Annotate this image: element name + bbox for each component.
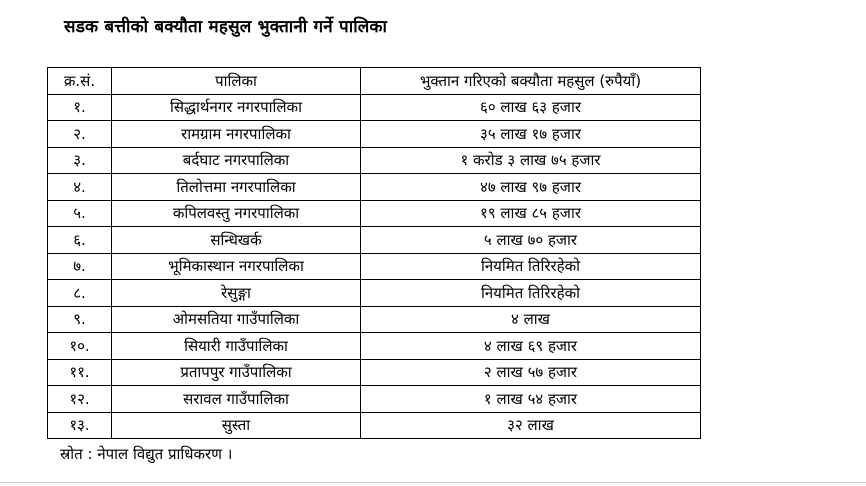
cell-municipality: सिद्धार्थनगर नगरपालिका: [112, 94, 361, 121]
cell-municipality: बर्दघाट नगरपालिका: [112, 147, 361, 174]
cell-serial-number: १.: [48, 94, 112, 121]
cell-paid-amount: १ करोड ३ लाख ७५ हजार: [361, 147, 701, 174]
table-row: [48, 359, 701, 386]
cell-municipality: सियारी गाउँपालिका: [112, 333, 361, 360]
cell-municipality: रामग्राम नगरपालिका: [112, 121, 361, 148]
cell-serial-number: १०.: [48, 333, 112, 360]
table-row: [48, 94, 701, 121]
cell-serial-number: ७.: [48, 253, 112, 280]
table-row: [48, 147, 701, 174]
cell-municipality: तिलोत्तमा नगरपालिका: [112, 174, 361, 201]
cell-serial-number: ११.: [48, 359, 112, 386]
table-row: [48, 227, 701, 254]
cell-paid-amount: ३५ लाख १७ हजार: [361, 121, 701, 148]
source-note: स्रोत : नेपाल विद्युत प्राधिकरण ।: [60, 445, 233, 463]
cell-serial-number: ८.: [48, 280, 112, 307]
cell-paid-amount: ५ लाख ७० हजार: [361, 227, 701, 254]
cell-paid-amount: नियमित तिरिरहेको: [361, 280, 701, 307]
table-row: [48, 121, 701, 148]
table-row: [48, 280, 701, 307]
header-serial-number: क्र.सं.: [48, 68, 112, 95]
cell-serial-number: ३.: [48, 147, 112, 174]
cell-serial-number: ६.: [48, 227, 112, 254]
cell-paid-amount: नियमित तिरिरहेको: [361, 253, 701, 280]
cell-municipality: सरावल गाउँपालिका: [112, 386, 361, 413]
page-title: सडक बत्तीको बक्यौता महसुल भुक्तानी गर्ने पालिका: [64, 17, 388, 37]
cell-paid-amount: ४७ लाख ९७ हजार: [361, 174, 701, 201]
municipality-table: [47, 67, 701, 439]
table-row: [48, 386, 701, 413]
cell-paid-amount: ४ लाख: [361, 306, 701, 333]
cell-municipality: ओमसतिया गाउँपालिका: [112, 306, 361, 333]
cell-municipality: प्रतापपुर गाउँपालिका: [112, 359, 361, 386]
cell-serial-number: ५.: [48, 200, 112, 227]
table-row: [48, 333, 701, 360]
cell-serial-number: ४.: [48, 174, 112, 201]
cell-municipality: भूमिकास्थान नगरपालिका: [112, 253, 361, 280]
cell-municipality: सुस्ता: [112, 412, 361, 439]
cell-serial-number: १२.: [48, 386, 112, 413]
header-paid-amount: भुक्तान गरिएको बक्यौता महसुल (रुपैयाँ): [361, 68, 701, 95]
cell-paid-amount: १९ लाख ८५ हजार: [361, 200, 701, 227]
cell-paid-amount: १ लाख ५४ हजार: [361, 386, 701, 413]
cell-paid-amount: ३२ लाख: [361, 412, 701, 439]
table-row: [48, 253, 701, 280]
page-bottom-divider: [0, 482, 866, 483]
table-row: [48, 412, 701, 439]
table-row: [48, 174, 701, 201]
cell-serial-number: १३.: [48, 412, 112, 439]
table-header-row: [48, 68, 701, 95]
cell-paid-amount: ४ लाख ६९ हजार: [361, 333, 701, 360]
cell-paid-amount: ६० लाख ६३ हजार: [361, 94, 701, 121]
cell-serial-number: २.: [48, 121, 112, 148]
cell-municipality: सन्धिखर्क: [112, 227, 361, 254]
table-row: [48, 306, 701, 333]
cell-municipality: रेसुङ्गा: [112, 280, 361, 307]
cell-municipality: कपिलवस्तु नगरपालिका: [112, 200, 361, 227]
table-row: [48, 200, 701, 227]
cell-serial-number: ९.: [48, 306, 112, 333]
cell-paid-amount: २ लाख ५७ हजार: [361, 359, 701, 386]
header-municipality: पालिका: [112, 68, 361, 95]
